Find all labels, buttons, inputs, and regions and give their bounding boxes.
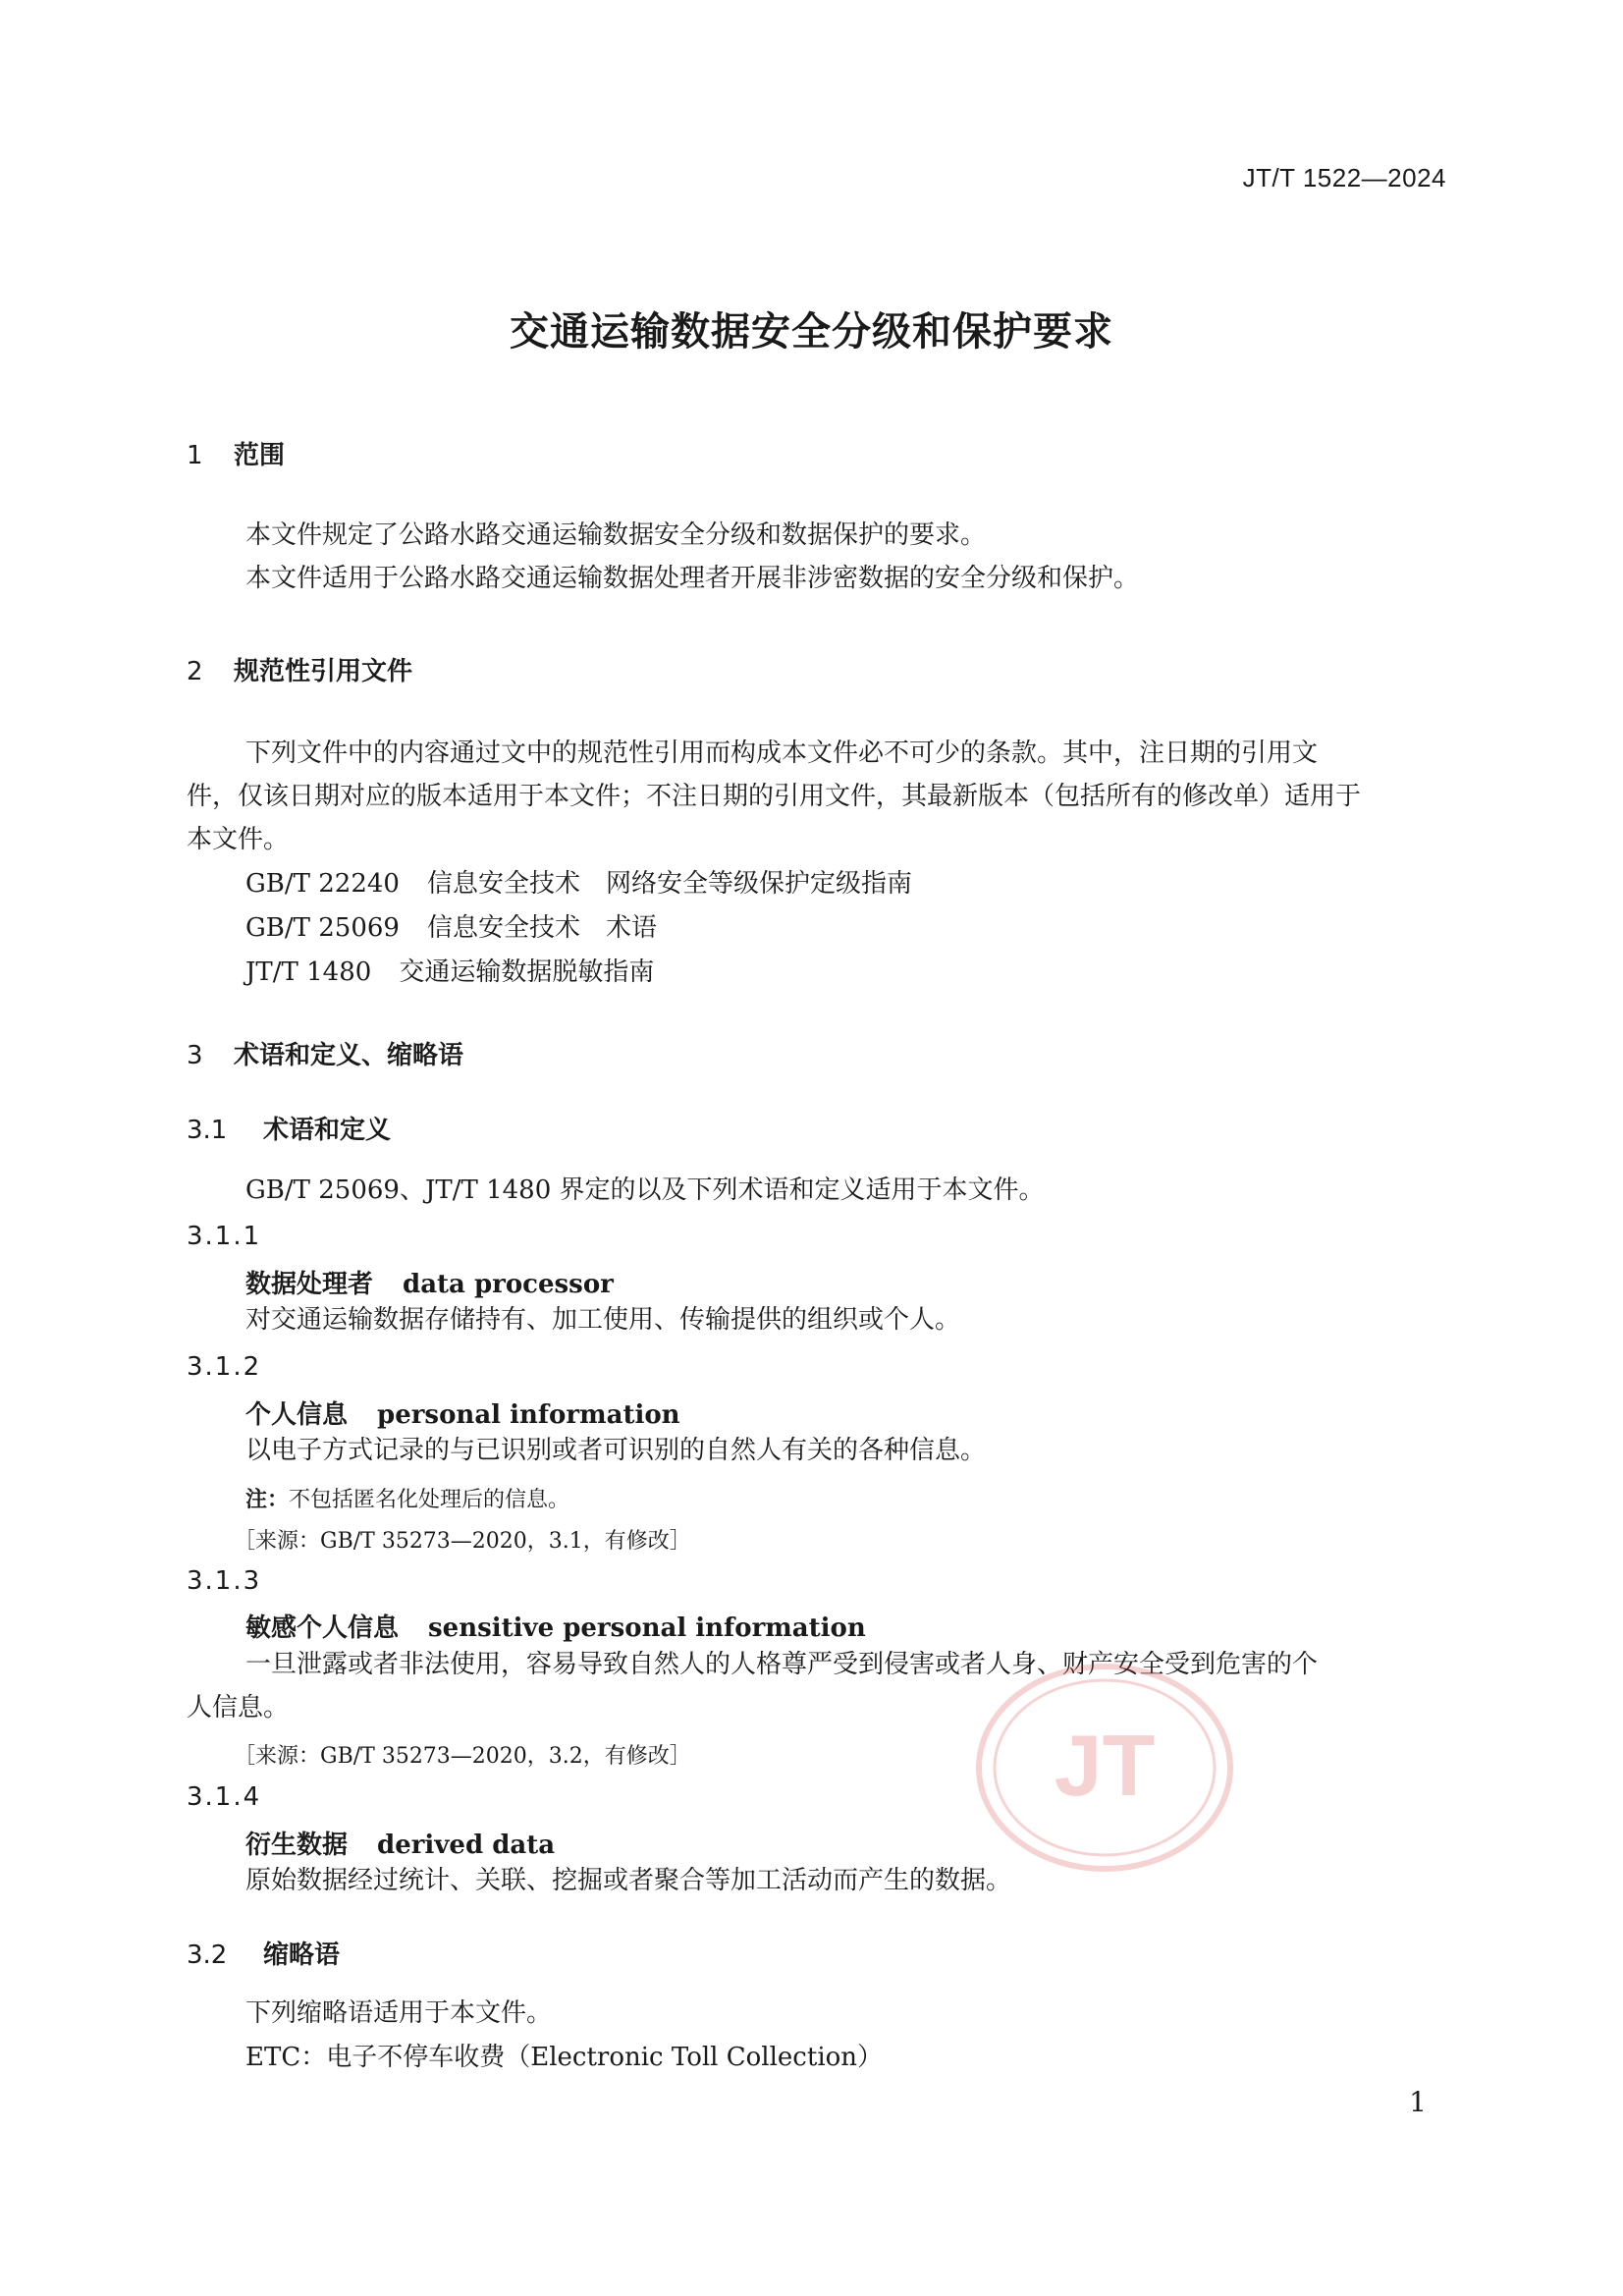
- term-chinese: 衍生数据: [245, 1831, 349, 1860]
- term-heading: [245, 1264, 614, 1300]
- note-label: 注：: [245, 1488, 290, 1512]
- section-2-heading: [187, 651, 412, 687]
- reference-code: JT/T 1480: [245, 957, 372, 987]
- stamp-text: JT: [1054, 1717, 1156, 1814]
- section-3-heading: [187, 1035, 463, 1071]
- reference-item: [245, 951, 654, 994]
- term-source: ［来源：GB/T 35273—2020，3.1，有修改］: [234, 1529, 691, 1554]
- term-number: 3.1.2: [187, 1352, 262, 1382]
- abbreviation-item: ETC：电子不停车收费（Electronic Toll Collection）: [245, 2043, 884, 2072]
- page-number: 1: [1409, 2086, 1427, 2118]
- term-heading: [245, 1608, 866, 1644]
- term-number: 3.1.1: [187, 1222, 262, 1251]
- term-definition: 以电子方式记录的与已识别或者可识别的自然人有关的各种信息。: [245, 1436, 987, 1465]
- subsection-number: 3.1: [187, 1116, 228, 1145]
- term-chinese: 数据处理者: [245, 1270, 374, 1299]
- term-definition: 原始数据经过统计、关联、挖掘或者聚合等加工活动而产生的数据。: [245, 1866, 1012, 1895]
- term-english: personal information: [377, 1400, 680, 1430]
- paragraph: 下列缩略语适用于本文件。: [245, 1998, 553, 2028]
- term-chinese: 敏感个人信息: [245, 1613, 400, 1643]
- reference-code: GB/T 25069: [245, 913, 400, 943]
- paragraph: 下列文件中的内容通过文中的规范性引用而构成本文件必不可少的条款。其中，注日期的引用文: [245, 738, 1319, 768]
- subsection-title: 缩略语: [263, 1941, 341, 1970]
- subsection-title: 术语和定义: [263, 1116, 392, 1145]
- paragraph-continuation: 件，仅该日期对应的版本适用于本文件；不注日期的引用文件，其最新版本（包括所有的修改单）适用于: [187, 782, 1362, 811]
- section-number: 2: [187, 657, 203, 686]
- term-number: 3.1.4: [187, 1782, 262, 1812]
- reference-title: 信息安全技术 网络安全等级保护定级指南: [426, 869, 912, 899]
- term-heading: [245, 1825, 555, 1861]
- subsection-3-1-heading: [187, 1110, 391, 1146]
- reference-code: GB/T 22240: [245, 869, 400, 899]
- paragraph: GB/T 25069、JT/T 1480 界定的以及下列术语和定义适用于本文件。: [245, 1175, 1045, 1205]
- term-heading: [245, 1394, 680, 1431]
- document-code: JT/T 1522—2024: [1242, 163, 1446, 192]
- section-title: 术语和定义、缩略语: [234, 1041, 464, 1070]
- document-title: 交通运输数据安全分级和保护要求: [510, 309, 1113, 355]
- term-english: derived data: [377, 1831, 556, 1860]
- term-english: data processor: [403, 1270, 614, 1299]
- paragraph: 本文件规定了公路水路交通运输数据安全分级和数据保护的要求。: [245, 520, 987, 550]
- reference-title: 信息安全技术 术语: [426, 913, 657, 943]
- section-1-heading: [187, 435, 285, 471]
- section-number: 3: [187, 1041, 203, 1070]
- reference-item: [245, 862, 912, 905]
- term-definition-continuation: 人信息。: [187, 1693, 290, 1722]
- term-definition: 对交通运输数据存储持有、加工使用、传输提供的组织或个人。: [245, 1305, 961, 1335]
- jt-stamp-logo: [972, 1660, 1237, 1876]
- section-number: 1: [187, 441, 203, 470]
- term-chinese: 个人信息: [245, 1400, 349, 1430]
- reference-title: 交通运输数据脱敏指南: [399, 957, 655, 987]
- paragraph: 本文件适用于公路水路交通运输数据处理者开展非涉密数据的安全分级和保护。: [245, 564, 1140, 593]
- reference-item: [245, 906, 657, 950]
- section-title: 规范性引用文件: [234, 657, 413, 686]
- paragraph-continuation: 本文件。: [187, 825, 290, 854]
- subsection-3-2-heading: [187, 1935, 340, 1971]
- section-title: 范围: [234, 441, 286, 470]
- term-definition: 一旦泄露或者非法使用，容易导致自然人的人格尊严受到侵害或者人身、财产安全受到危害的个: [245, 1650, 1319, 1679]
- term-english: sensitive personal information: [428, 1613, 866, 1643]
- term-source: ［来源：GB/T 35273—2020，3.2，有修改］: [234, 1744, 691, 1769]
- term-note: [245, 1483, 569, 1513]
- note-text: 不包括匿名化处理后的信息。: [289, 1488, 570, 1512]
- subsection-number: 3.2: [187, 1941, 228, 1970]
- term-number: 3.1.3: [187, 1566, 262, 1596]
